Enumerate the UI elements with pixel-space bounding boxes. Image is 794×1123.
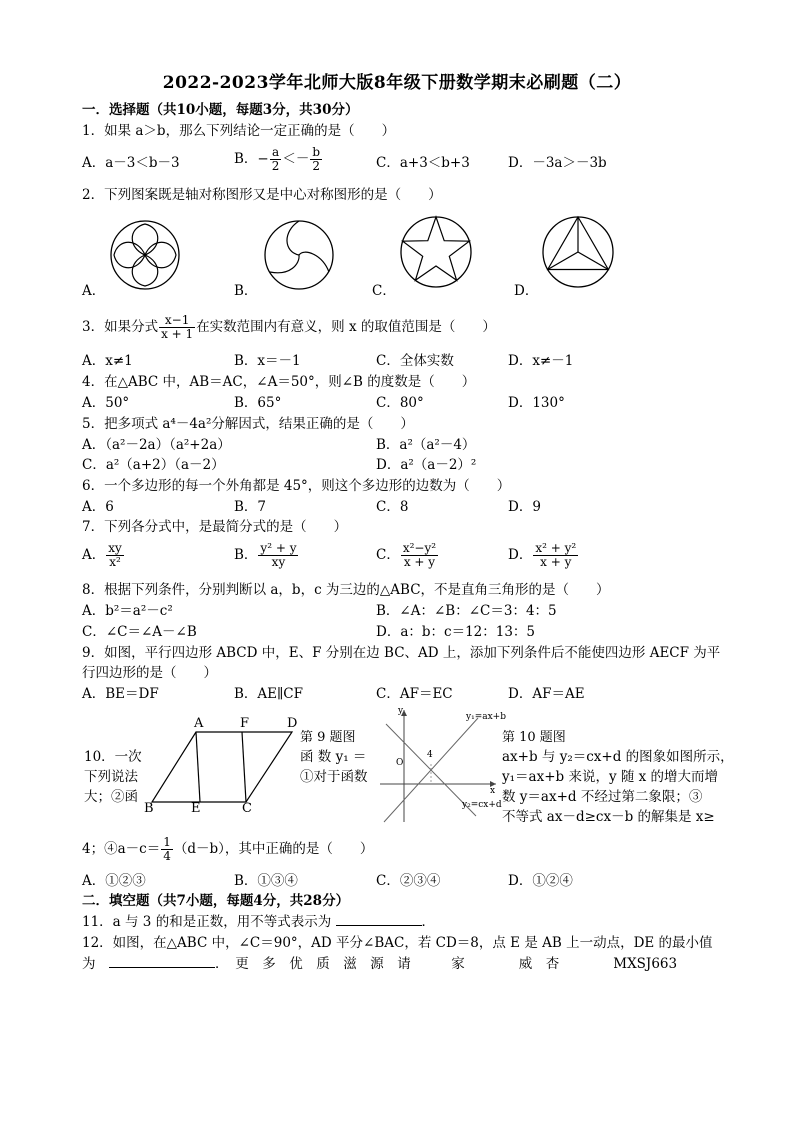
q3-option-c: C．全体实数 [376,353,454,369]
q12-line1: 12．如图，在△ABC 中，∠C＝90°，AD 平分∠BAC，若 CD＝8，点 E 是 AB 上一动点，DE 的最小值 [82,935,713,951]
q10-l4-den: 4 [163,849,171,863]
q2-option-c: C． [372,283,396,299]
q5-option-d: D．a²（a－2）² [376,457,477,473]
q12-l2-pre: 为 [82,956,96,972]
q10-mid-line1: 函 数 y₁ ＝ [300,749,367,765]
q9-option-c: C．AF＝EC [376,686,453,702]
q9-label-a: A [194,716,204,731]
q2-stem: 2．下列图案既是轴对称图形又是中心对称图形的是（ ） [82,187,442,203]
q4-option-b: B．65° [234,395,282,411]
q7-b-num: y² + y [260,541,297,555]
q12-l2-post: ． 更 多 优 质 滋 源 请 家 威 杏 MXSJ663 [215,956,678,972]
q1-b-den1: 2 [271,159,280,173]
q10-right-line1: ax+b 与 y₂＝cx+d 的图象如图所示， [502,749,734,765]
q2-option-a: A． [82,283,106,299]
q10-mid-line2: ①对于函数 [300,769,368,785]
q9-label-d: D [287,716,298,731]
q8-stem: 8．根据下列条件，分别判断以 a，b，c 为三边的△ABC，不是直角三角形的是（ ） [82,582,610,598]
q1-b-mid: ＜－ [282,151,310,167]
q3-pre: 3．如果分式 [82,319,159,335]
q10-right-line4: 不等式 ax－d≥cx－b 的解集是 x≥ [502,809,715,825]
q10-left-line3: 大；②函 [84,789,138,805]
q10-option-c: C．②③④ [376,873,441,889]
q11-pre: 11．a 与 3 的和是正数，用不等式表示为 [82,914,332,930]
q7-b-label: B． [234,547,258,563]
q10-y-axis-label: y [398,706,404,716]
q4-stem: 4．在△ABC 中，AB＝AC，∠A＝50°，则∠B 的度数是（ ） [82,374,476,390]
q9-stem-line2: 行四边形的是（ ） [82,665,217,681]
q8-option-b: B．∠A：∠B：∠C＝3：4：5 [376,603,557,619]
q7-d-num: x² + y² [535,541,577,555]
q9-caption: 第 9 题图 [300,730,356,745]
q7-a-den: x² [109,555,121,569]
q11-answer-blank[interactable] [336,913,422,926]
q9-stem-line1: 9．如图，平行四边形 ABCD 中，E、F 分别在边 BC、AD 上，添加下列条件后不能使四边形 AECF 为平 [82,645,721,661]
q1-option-d: D．－3a＞－3b [508,155,607,171]
q4-option-c: C．80° [376,395,424,411]
q3-option-b: B．x＝－1 [234,353,301,369]
q10-left-line1: 10．一次 [84,749,142,765]
q2-figure-d [540,214,616,290]
q1-stem: 1．如果 a＞b，那么下列结论一定正确的是（ ） [82,123,396,139]
q7-a-num: xy [108,541,122,555]
q3-option-d: D．x≠－1 [508,353,574,369]
q7-d-label: D． [508,547,533,563]
q7-stem: 7．下列各分式中，是最简分式的是（ ） [82,519,348,535]
q7-b-frac [258,542,298,569]
q7-c-num: x²−y² [402,541,437,555]
q6-option-a: A．6 [82,499,114,515]
q1-option-a: A．a－3＜b－3 [82,155,180,171]
q11 [82,913,435,931]
q10-line1-label: y₁=ax+b [466,712,506,722]
q1-option-b: B．− $\frac{a}{2}$ ＜－ $\frac{b}{2}$ [234,145,321,173]
q10-option-a: A．①②③ [82,873,146,889]
q4-option-a: A．50° [82,395,130,411]
q9-label-c: C [242,801,252,816]
q10-right-line2: y₁＝ax+b 来说，y 随 x 的增大而增 [502,769,719,785]
q7-option-b [234,542,299,569]
q7-c-label: C． [376,547,400,563]
q10-l4-num: 1 [163,835,171,849]
q1-b-prefix: B． [234,151,258,167]
q6-option-b: B．7 [234,499,267,515]
q10-line2-label: y₂=cx+d [462,800,502,810]
q6-option-d: D．9 [508,499,541,515]
q8-option-d: D．a：b：c＝12：13：5 [376,624,536,640]
q10-tick-4: 4 [427,750,433,760]
q4-option-d: D．130° [508,395,565,411]
q3-den: x + 1 [161,327,194,341]
q3-post: 在实数范围内有意义，则 x 的取值范围是（ ） [196,319,496,335]
q5-option-a: A．（a²－2a）（a²+2a） [82,437,231,453]
q1-option-c: C．a+3＜b+3 [376,155,470,171]
q7-a-frac [106,542,124,569]
q10-option-b: B．①③④ [234,873,298,889]
q7-b-den: xy [271,555,286,569]
q5-stem: 5．把多项式 a⁴－4a²分解因式，结果正确的是（ ） [82,416,414,432]
q1-b-num1: a [270,146,282,160]
q7-d-frac [533,542,578,569]
q7-a-label: A． [82,547,106,563]
q9-label-e: E [191,801,201,816]
q9-option-b: B．AE∥CF [234,686,303,702]
q1-b-den2: 2 [312,159,321,173]
q1-b-frac1 [270,146,282,173]
q9-option-a: A．BE＝DF [82,686,159,702]
q12-answer-blank[interactable] [109,955,215,968]
q7-option-a [82,542,125,569]
section-choice-heading: 一．选择题（共10小题，每题3分，共30分） [82,102,359,118]
page-title: 2022-2023学年北师大版8年级下册数学期末必刷题（二） [162,73,632,93]
q2-figure-a [108,218,182,292]
q1-b-frac2 [310,146,322,173]
q9-label-f: F [240,716,250,731]
q9-label-b: B [144,801,154,816]
q12-line2 [82,955,677,973]
q3-stem [82,314,496,341]
q10-l4-post: （d－b），其中正确的是（ ） [173,841,374,857]
q7-option-c [376,542,439,569]
q5-option-c: C．a²（a+2）（a－2） [82,457,225,473]
q10-caption: 第 10 题图 [502,730,566,745]
q2-figure-c [398,214,474,290]
q10-l4-frac [161,836,173,863]
q10-x-axis-label: x [490,786,496,796]
q6-stem: 6．一个多边形的每一个外角都是 45°，则这个多边形的边数为（ ） [82,478,511,494]
q3-num: x−1 [159,314,195,328]
q8-option-c: C．∠C＝∠A－∠B [82,624,197,640]
q10-right-line3: 数 y＝ax+d 不经过第二象限；③ [502,789,703,805]
q7-option-d [508,542,579,569]
q5-option-b: B．a²（a²－4） [376,437,476,453]
q10-option-d: D．①②④ [508,873,573,889]
q11-post: ． [421,914,435,930]
q9-parallelogram-figure [146,718,302,816]
q9-option-d: D．AF＝AE [508,686,585,702]
q7-c-den: x + y [403,555,436,569]
q1-b-num2: b [312,145,321,159]
q2-figure-b [262,218,336,292]
section-fill-heading: 二．填空题（共7小题，每题4分，共28分） [82,893,350,909]
q2-option-d: D． [514,283,539,299]
q7-d-den: x + y [540,555,572,569]
q6-option-c: C．8 [376,499,409,515]
q10-origin-label: O [396,758,404,768]
q10-left-line2: 下列说法 [84,769,138,785]
q10-conclusion [82,836,373,863]
q10-l4-pre: 4；④a－c＝ [82,841,161,857]
q3-option-a: A．x≠1 [82,353,133,369]
q8-option-a: A．b²＝a²－c² [82,603,173,619]
q7-c-frac [401,542,438,569]
q2-option-b: B． [234,283,258,299]
q3-frac [159,314,195,341]
